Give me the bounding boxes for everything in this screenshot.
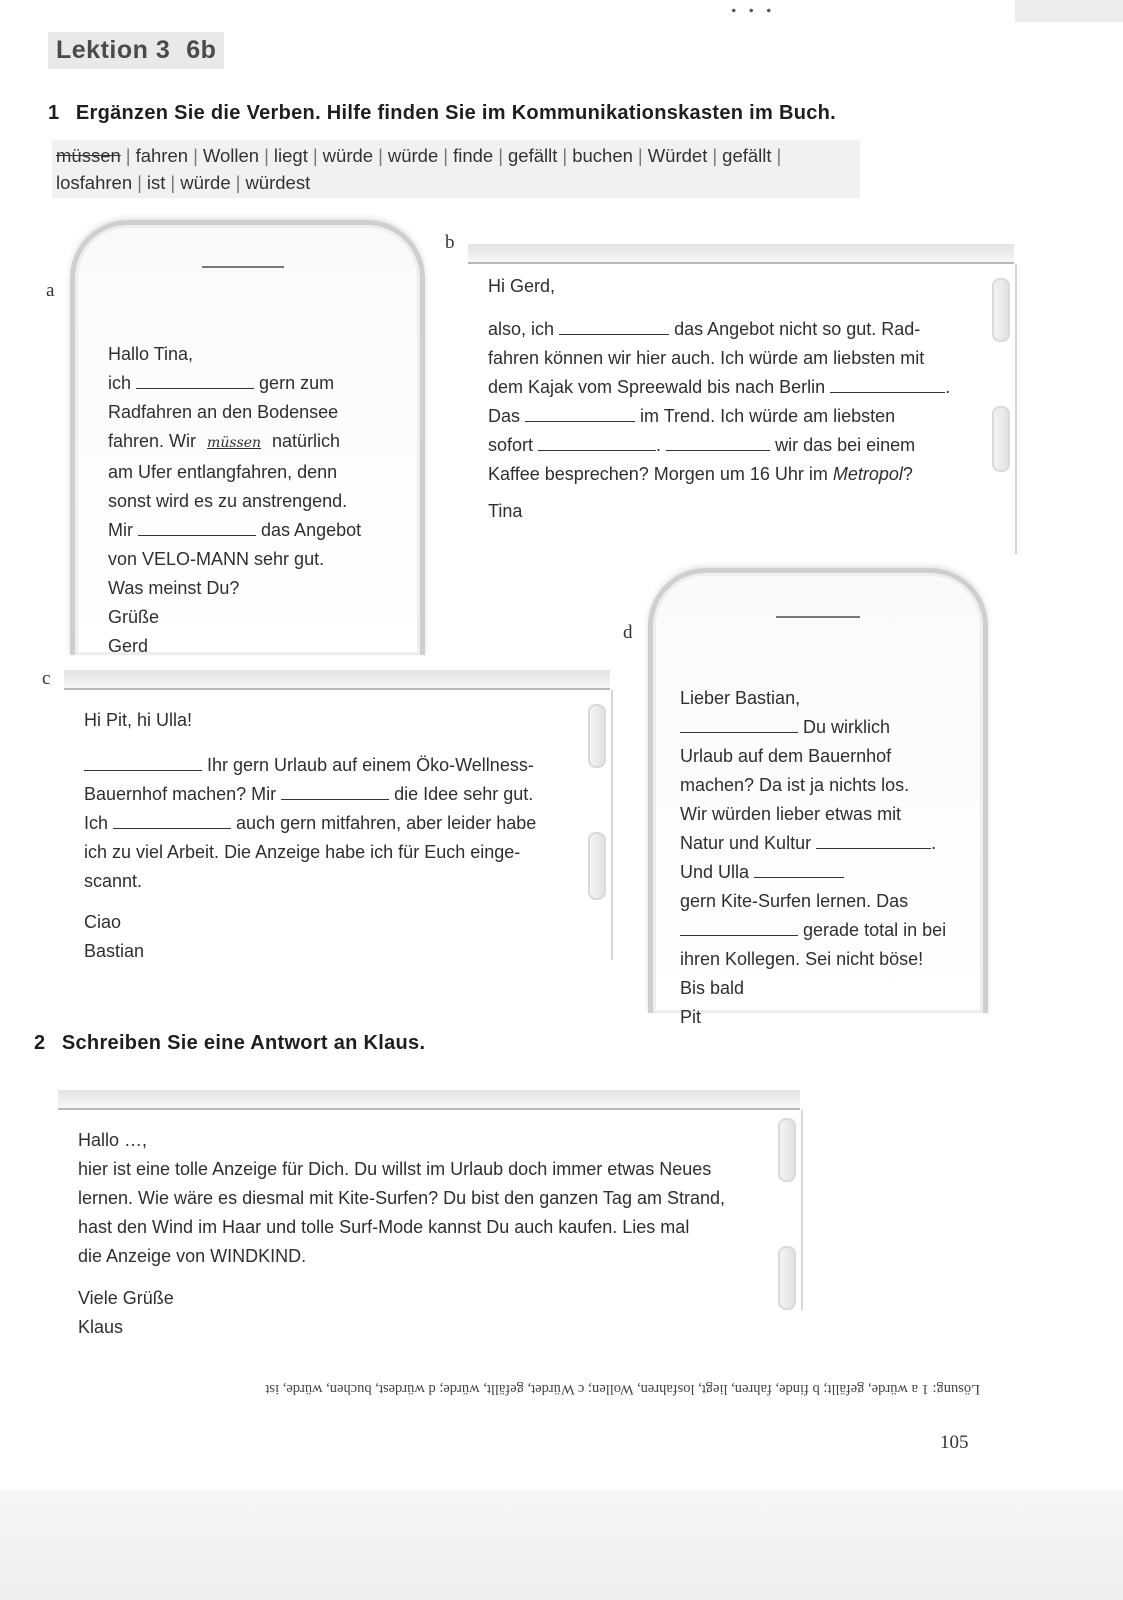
word-item: buchen <box>572 145 633 166</box>
scan-bottom-shade <box>0 1490 1123 1600</box>
blank[interactable] <box>559 316 669 335</box>
blank[interactable] <box>830 374 945 393</box>
message-d: Lieber Bastian, Du wirklich Urlaub auf dem Bauernhof machen? Da ist ja nichts los. Wir würden lieber etwas mit Natur und Kultur . Und Ulla gern Kite-Surfen lernen. Das gerade total in bei ihren Kollegen. Sei nicht böse! Bis bald Pit <box>680 688 947 1027</box>
scrollbar-b[interactable] <box>992 278 1010 342</box>
page-number: 105 <box>940 1432 969 1453</box>
word-item: gefällt <box>722 145 772 166</box>
scrollbar-klaus[interactable] <box>778 1118 796 1182</box>
word-item: liegt <box>273 145 308 166</box>
word-item: würde <box>180 172 231 193</box>
word-item: würde <box>322 145 374 166</box>
exercise1-title: 1 Ergänzen Sie die Verben. Hilfe finden Sie im Kommunikationskasten im Buch. <box>48 102 837 124</box>
word-item: finde <box>453 145 494 166</box>
word-box: müssen | fahren | Wollen | liegt | würde | würde | finde | gefällt | buchen | Würdet | gefällt | losfahren | ist | würde | würdest <box>52 140 860 198</box>
blank[interactable] <box>754 859 844 878</box>
panel-header-klaus <box>58 1090 800 1110</box>
word-item: gefällt <box>508 145 558 166</box>
blank[interactable] <box>666 432 770 451</box>
scan-shadow <box>1015 0 1123 22</box>
word-item: Wollen <box>202 145 260 166</box>
message-klaus: Hallo …, hier ist eine tolle Anzeige für Dich. Du willst im Urlaub doch immer etwas Neues lernen. Wie wäre es diesmal mit Kite-Surfen? Du bist den ganzen Tag am Strand, hast den Wind im Haar und tolle Surf-Mode kannst Du auch kaufen. Lies mal die Anzeige von WINDKIND. Viele Grüße Klaus <box>78 1130 725 1337</box>
blank[interactable] <box>525 403 635 422</box>
blank[interactable] <box>281 781 389 800</box>
blank[interactable] <box>680 917 798 936</box>
panel-edge-b <box>1014 264 1017 554</box>
blank[interactable] <box>138 517 256 536</box>
message-a: Hallo Tina, ich gern zum Radfahren an den Bodensee fahren. Wir müssen natürlich am Ufer entlangfahren, denn sonst wird es zu anstrengend. Mir das Angebot von VELO-MANN sehr gut. Was meinst Du? Grüße Gerd <box>108 344 362 656</box>
blank[interactable] <box>113 810 231 829</box>
word-item: losfahren <box>56 172 133 193</box>
answer-key-upside-down: Lösung: 1 a würde, gefällt; b finde, fahren, liegt, losfahren, Wollen; c Würdet, gefällt, würde; d würdest, buchen, würde, ist <box>265 1381 980 1397</box>
panel-header-b <box>468 244 1014 264</box>
blank[interactable] <box>136 370 254 389</box>
blank[interactable] <box>816 830 931 849</box>
word-item: fahren <box>135 145 189 166</box>
blank[interactable] <box>84 752 202 771</box>
exercise2-title: 2 Schreiben Sie eine Antwort an Klaus. <box>34 1032 426 1054</box>
label-d: d <box>623 622 633 643</box>
scrollbar-c[interactable] <box>588 704 606 768</box>
word-item: müssen <box>56 145 121 166</box>
lesson-number: Lektion 3 <box>56 36 171 64</box>
section-number: 6b <box>186 36 217 64</box>
example-answer: müssen <box>207 435 262 451</box>
panel-header-c <box>64 670 610 690</box>
scrollbar-c2[interactable] <box>588 832 606 900</box>
blank[interactable] <box>680 714 798 733</box>
phone-speaker-a <box>202 266 284 268</box>
top-edge <box>0 0 1123 16</box>
label-a: a <box>46 280 55 301</box>
word-item: würdest <box>245 172 311 193</box>
blank[interactable] <box>538 432 656 451</box>
lesson-label <box>48 32 224 69</box>
panel-edge-klaus <box>800 1110 803 1310</box>
cut-off-heading: ... <box>730 0 783 19</box>
message-b: Hi Gerd, also, ich das Angebot nicht so gut. Rad- fahren können wir hier auch. Ich würde am liebsten mit dem Kajak vom Spreewald bis nach Berlin . Das im Trend. Ich würde am liebsten sofort . wir das bei einem Kaffee besprechen? Morgen um 16 Uhr im Metropol? Tina <box>488 276 951 521</box>
word-item: Würdet <box>647 145 708 166</box>
message-c: Hi Pit, hi Ulla! Ihr gern Urlaub auf einem Öko-Wellness- Bauernhof machen? Mir die Idee sehr gut. Ich auch gern mitfahren, aber leider habe ich zu viel Arbeit. Die Anzeige habe ich für Euch einge- scannt. Ciao Bastian <box>84 710 537 961</box>
word-item: ist <box>146 172 166 193</box>
panel-edge-c <box>610 690 613 960</box>
label-b: b <box>445 232 455 253</box>
word-item: würde <box>387 145 439 166</box>
phone-speaker-d <box>776 616 860 618</box>
scrollbar-b2[interactable] <box>992 406 1010 472</box>
label-c: c <box>42 668 51 689</box>
scrollbar-klaus2[interactable] <box>778 1246 796 1310</box>
